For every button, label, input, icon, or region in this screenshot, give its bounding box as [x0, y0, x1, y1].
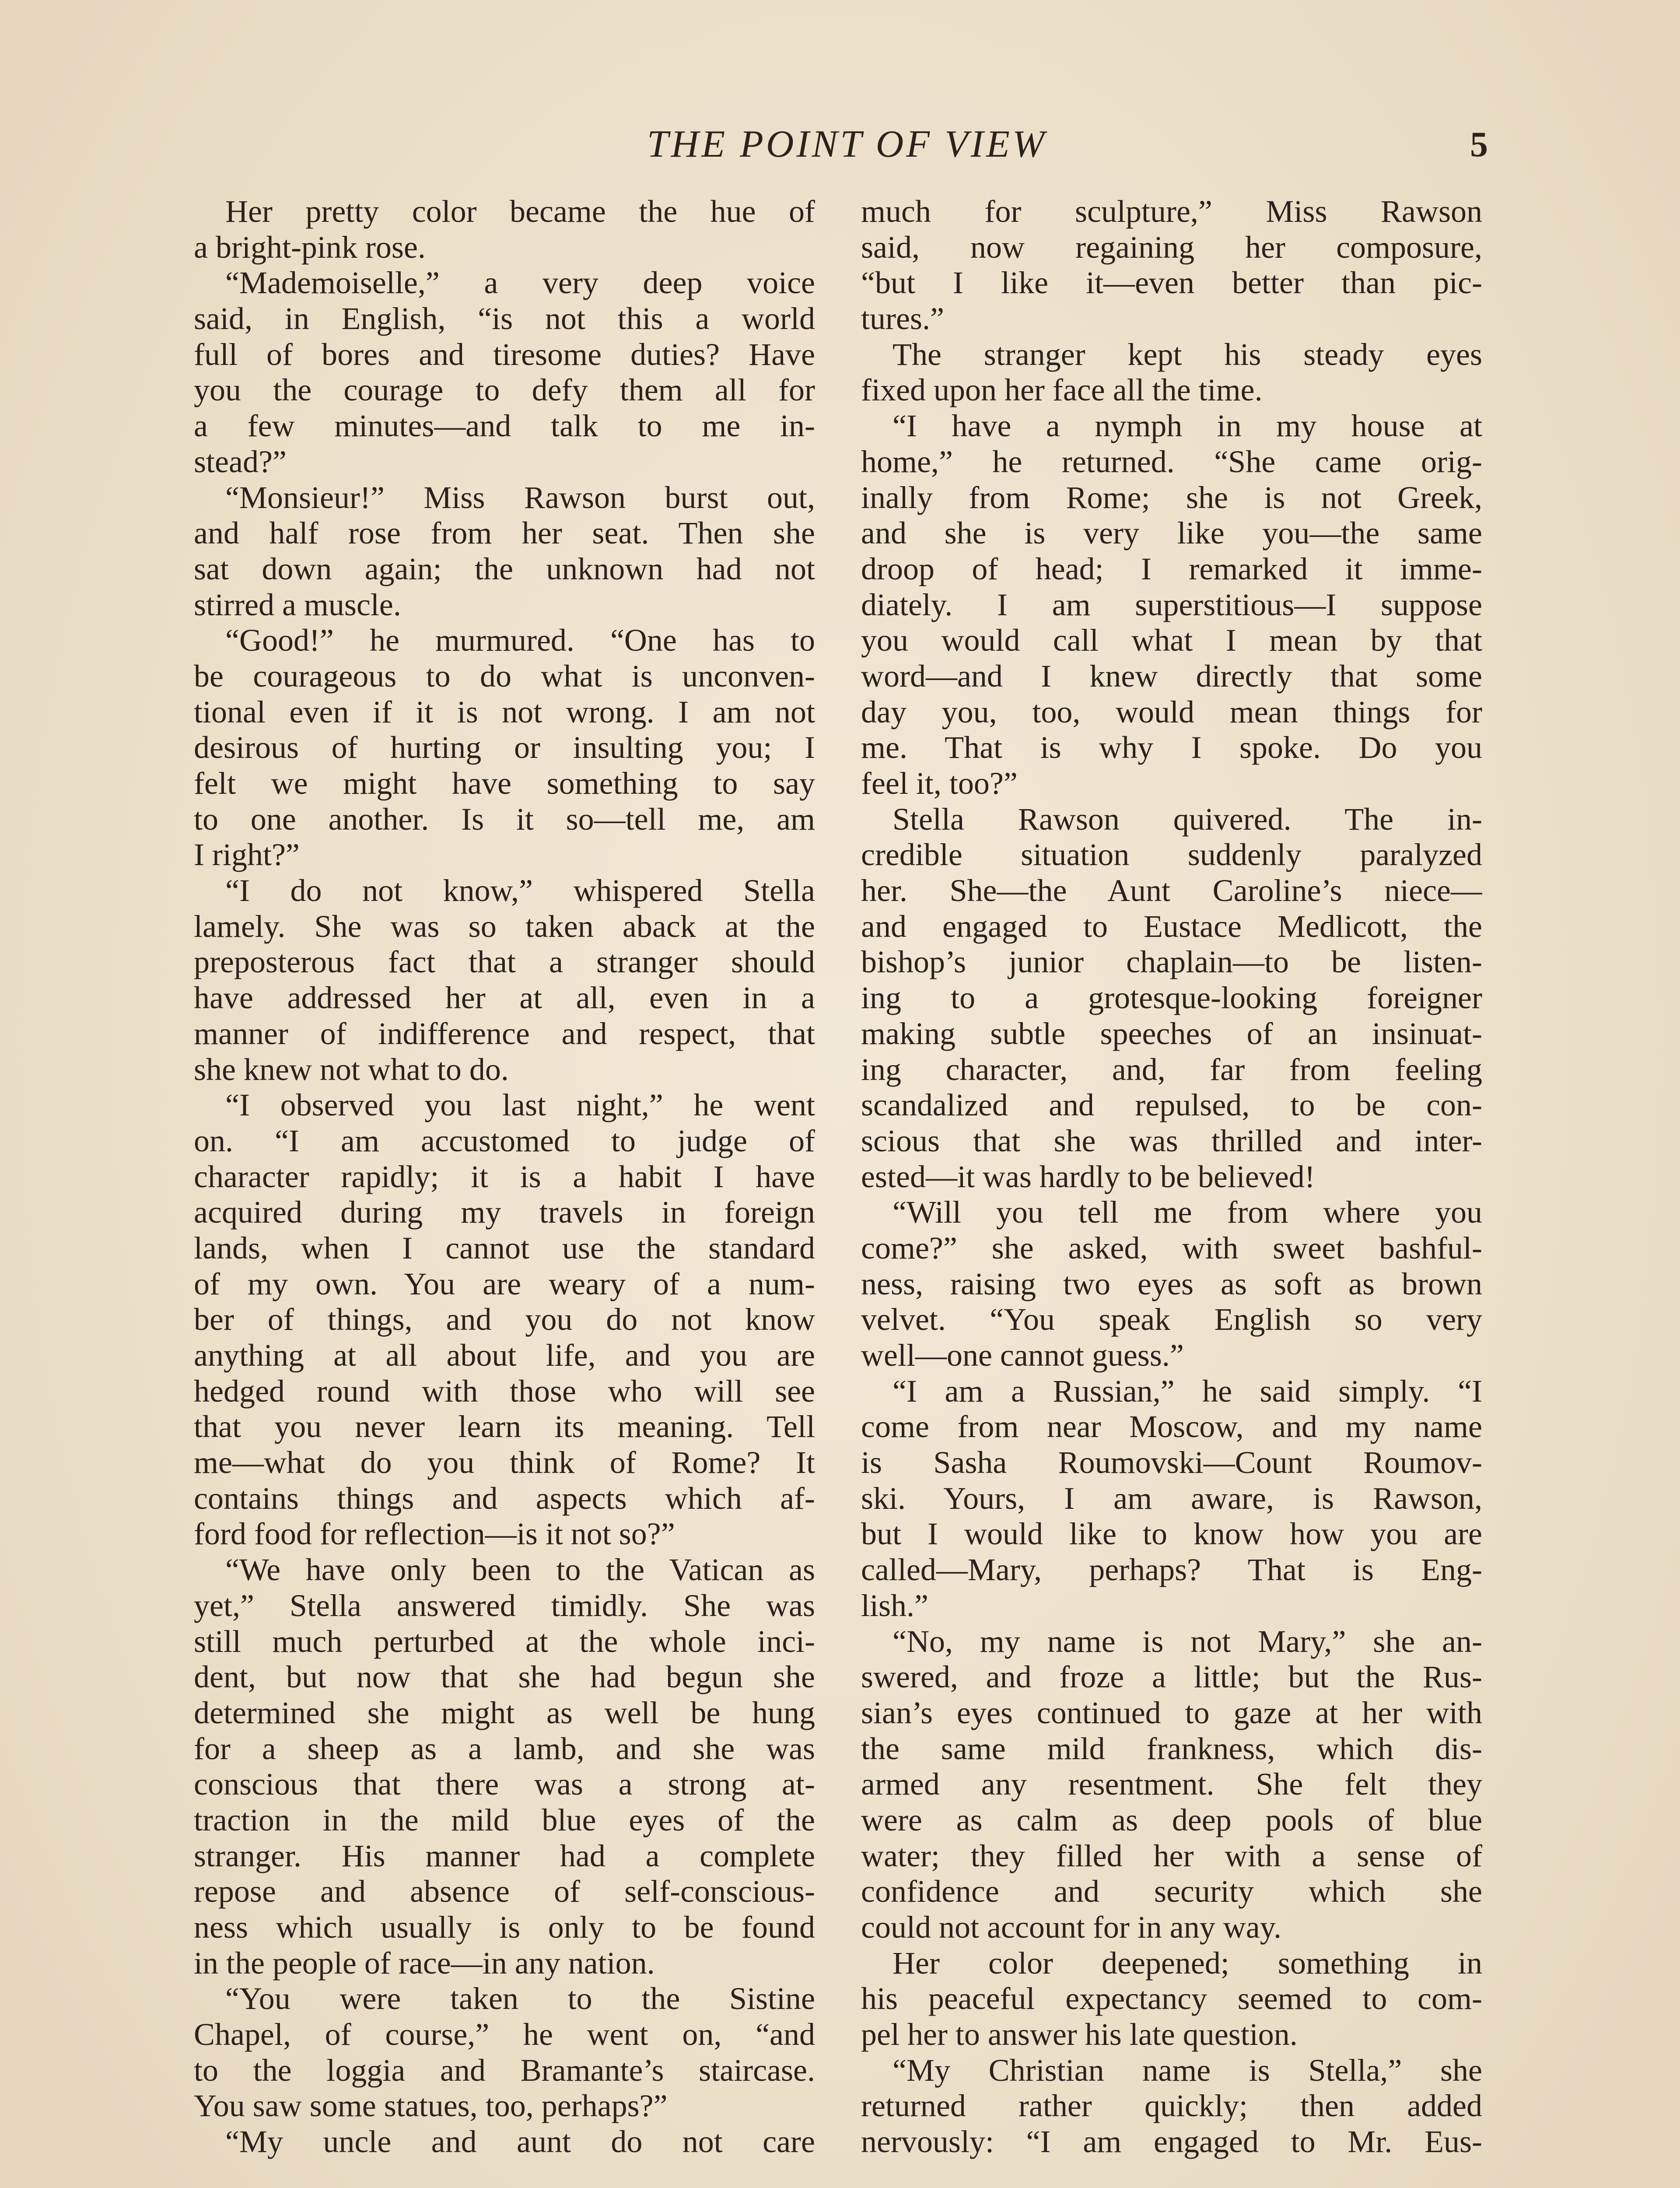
text-line: be courageous to do what is unconven-	[194, 658, 815, 694]
text-line: repose and absence of self-conscious-	[194, 1874, 815, 1909]
text-line: diately. I am superstitious—I suppose	[861, 587, 1482, 622]
text-line: dent, but now that she had begun she	[194, 1659, 815, 1695]
text-line: ing to a grotesque-looking foreigner	[861, 980, 1482, 1016]
text-line: stirred a muscle.	[194, 587, 401, 622]
text-line: “Monsieur!” Miss Rawson burst out,	[225, 480, 815, 515]
text-line: but I would like to know how you are	[861, 1516, 1482, 1552]
text-line: well—one cannot guess.”	[861, 1338, 1184, 1373]
text-line: day you, too, would mean things for	[861, 694, 1482, 729]
text-line: to the loggia and Bramante’s staircase.	[194, 2052, 815, 2088]
text-line: scious that she was thrilled and inter-	[861, 1123, 1482, 1158]
text-line: manner of indifference and respect, that	[194, 1016, 815, 1051]
text-line: you the courage to defy them all for	[194, 372, 815, 408]
text-line: preposterous fact that a stranger should	[194, 944, 815, 980]
text-line: pel her to answer his late question.	[861, 2017, 1298, 2052]
text-line: lamely. She was so taken aback at the	[194, 908, 815, 944]
text-line: much for sculpture,” Miss Rawson	[861, 194, 1482, 229]
text-line: velvet. “You speak English so very	[861, 1302, 1482, 1337]
text-line: You saw some statues, too, perhaps?”	[194, 2088, 668, 2124]
text-line: come?” she asked, with sweet bashful-	[861, 1230, 1482, 1266]
text-line: “I observed you last night,” he went	[225, 1087, 815, 1123]
text-line: “Mademoiselle,” a very deep voice	[225, 265, 815, 301]
text-line: me—what do you think of Rome? It	[194, 1445, 815, 1480]
text-line: is Sasha Roumovski—Count Roumov-	[861, 1445, 1482, 1480]
text-line: of my own. You are weary of a num-	[194, 1266, 815, 1301]
text-line: and engaged to Eustace Medlicott, the	[861, 908, 1482, 944]
text-line: anything at all about life, and you are	[194, 1338, 815, 1373]
text-line: fixed upon her face all the time.	[861, 372, 1263, 408]
text-line: said, now regaining her composure,	[861, 229, 1482, 265]
text-line: and she is very like you—the same	[861, 515, 1482, 551]
text-line: home,” he returned. “She came orig-	[861, 444, 1482, 479]
text-line: ness, raising two eyes as soft as brown	[861, 1266, 1482, 1301]
text-line: ber of things, and you do not know	[194, 1302, 815, 1337]
text-line: water; they filled her with a sense of	[861, 1838, 1482, 1873]
text-line: have addressed her at all, even in a	[194, 980, 815, 1016]
text-line: stead?”	[194, 444, 287, 479]
text-line: making subtle speeches of an insinuat-	[861, 1016, 1482, 1051]
text-line: “Good!” he murmured. “One has to	[225, 623, 815, 658]
text-line: The stranger kept his steady eyes	[892, 337, 1482, 372]
text-line: for a sheep as a lamb, and she was	[194, 1731, 815, 1766]
text-line: hedged round with those who will see	[194, 1373, 815, 1409]
text-line: me. That is why I spoke. Do you	[861, 730, 1482, 765]
text-line: “My uncle and aunt do not care	[225, 2124, 815, 2160]
text-line: were as calm as deep pools of blue	[861, 1802, 1482, 1837]
text-line: sat down again; the unknown had not	[194, 551, 815, 586]
text-line: her. She—the Aunt Caroline’s niece—	[861, 873, 1482, 908]
text-line: stranger. His manner had a complete	[194, 1838, 815, 1873]
text-line: the same mild frankness, which dis-	[861, 1731, 1482, 1766]
running-head: THE POINT OF VIEW	[647, 123, 1047, 165]
text-line: come from near Moscow, and my name	[861, 1409, 1482, 1445]
text-line: felt we might have something to say	[194, 766, 815, 801]
text-line: ested—it was hardly to be believed!	[861, 1159, 1315, 1194]
text-line: Stella Rawson quivered. The in-	[892, 801, 1482, 837]
text-line: sian’s eyes continued to gaze at her with	[861, 1695, 1482, 1730]
page-number: 5	[1470, 124, 1488, 164]
text-line: Her color deepened; something in	[892, 1945, 1482, 1981]
text-line: inally from Rome; she is not Greek,	[861, 480, 1482, 515]
text-line: “I do not know,” whispered Stella	[225, 873, 815, 908]
text-line: acquired during my travels in foreign	[194, 1195, 815, 1230]
text-line: a bright-pink rose.	[194, 229, 426, 265]
text-line: “I am a Russian,” he said simply. “I	[892, 1373, 1482, 1409]
text-line: contains things and aspects which af-	[194, 1480, 815, 1516]
text-line: Chapel, of course,” he went on, “and	[194, 2017, 815, 2052]
text-line: his peaceful expectancy seemed to com-	[861, 1981, 1482, 2016]
text-column-right	[861, 194, 1482, 2160]
text-column-left	[194, 194, 815, 2160]
text-line: ford food for reflection—is it not so?”	[194, 1516, 675, 1552]
text-line: “We have only been to the Vatican as	[225, 1552, 815, 1588]
text-line: called—Mary, perhaps? That is Eng-	[861, 1552, 1482, 1588]
text-line: I right?”	[194, 837, 300, 873]
text-line: ski. Yours, I am aware, is Rawson,	[861, 1480, 1482, 1516]
text-line: said, in English, “is not this a world	[194, 301, 815, 337]
page-header	[0, 118, 1680, 171]
text-line: that you never learn its meaning. Tell	[194, 1409, 815, 1445]
text-line: armed any resentment. She felt they	[861, 1767, 1482, 1802]
text-line: tional even if it is not wrong. I am not	[194, 694, 815, 729]
text-line: to one another. Is it so—tell me, am	[194, 801, 815, 837]
text-line: scandalized and repulsed, to be con-	[861, 1087, 1482, 1123]
text-line: in the people of race—in any nation.	[194, 1945, 655, 1981]
text-line: swered, and froze a little; but the Rus-	[861, 1659, 1482, 1695]
text-line: you would call what I mean by that	[861, 623, 1482, 658]
text-line: droop of head; I remarked it imme-	[861, 551, 1482, 586]
text-line: credible situation suddenly paralyzed	[861, 837, 1482, 873]
text-line: bishop’s junior chaplain—to be listen-	[861, 944, 1482, 980]
text-line: lish.”	[861, 1588, 928, 1623]
text-line: a few minutes—and talk to me in-	[194, 408, 815, 444]
text-line: still much perturbed at the whole inci-	[194, 1623, 815, 1659]
text-line: ness which usually is only to be found	[194, 1910, 815, 1945]
text-line: lands, when I cannot use the standard	[194, 1230, 815, 1266]
text-line: character rapidly; it is a habit I have	[194, 1159, 815, 1194]
text-line: Her pretty color became the hue of	[225, 194, 815, 229]
text-line: “Will you tell me from where you	[892, 1195, 1482, 1230]
text-line: and half rose from her seat. Then she	[194, 515, 815, 551]
text-line: determined she might as well be hung	[194, 1695, 815, 1730]
text-line: ing character, and, far from feeling	[861, 1052, 1482, 1087]
text-line: confidence and security which she	[861, 1874, 1482, 1909]
text-line: feel it, too?”	[861, 766, 1018, 801]
text-line: nervously: “I am engaged to Mr. Eus-	[861, 2124, 1482, 2160]
text-line: “but I like it—even better than pic-	[861, 265, 1482, 301]
text-line: desirous of hurting or insulting you; I	[194, 730, 815, 765]
text-line: “I have a nymph in my house at	[892, 408, 1482, 444]
text-line: “No, my name is not Mary,” she an-	[892, 1623, 1482, 1659]
text-line: “You were taken to the Sistine	[225, 1981, 815, 2016]
text-line: returned rather quickly; then added	[861, 2088, 1482, 2124]
text-line: on. “I am accustomed to judge of	[194, 1123, 815, 1158]
text-line: could not account for in any way.	[861, 1910, 1282, 1945]
text-line: traction in the mild blue eyes of the	[194, 1802, 815, 1837]
text-line: conscious that there was a strong at-	[194, 1767, 815, 1802]
text-line: word—and I knew directly that some	[861, 658, 1482, 694]
text-line: tures.”	[861, 301, 944, 337]
text-line: full of bores and tiresome duties? Have	[194, 337, 815, 372]
text-line: she knew not what to do.	[194, 1052, 509, 1087]
text-line: “My Christian name is Stella,” she	[892, 2052, 1482, 2088]
text-line: yet,” Stella answered timidly. She was	[194, 1588, 815, 1623]
